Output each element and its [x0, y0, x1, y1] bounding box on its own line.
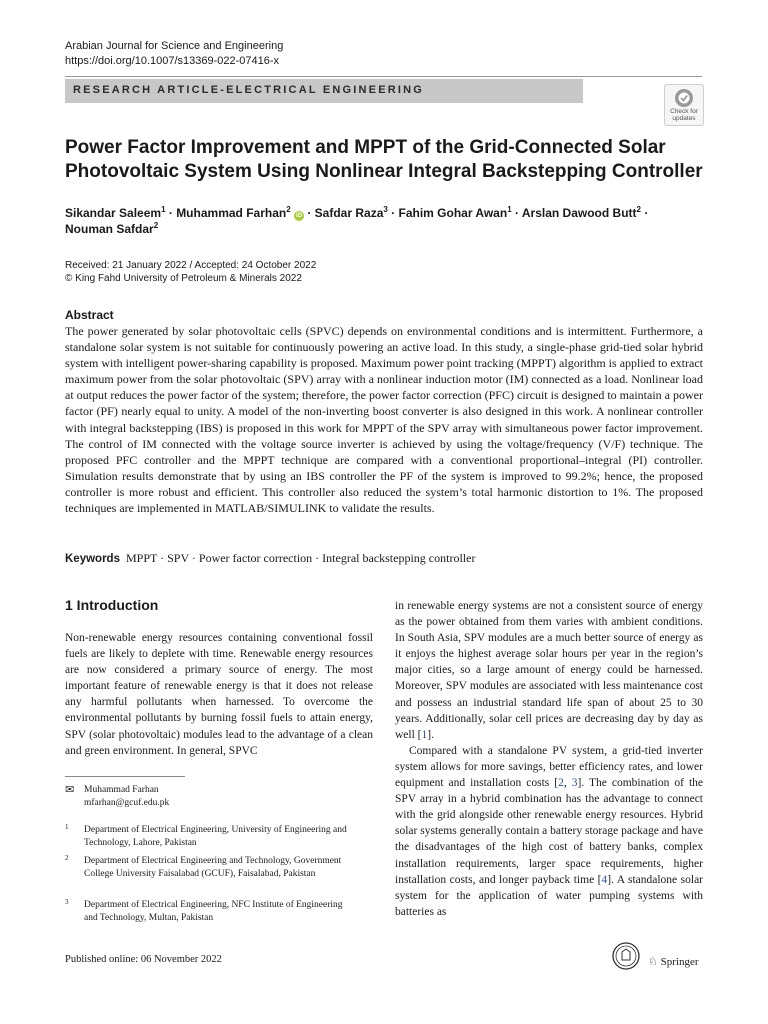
paper-title: Power Factor Improvement and MPPT of the Grid-Connected Solar Photovoltaic System Using Nonlinear Integral Backstepping Controller: [65, 137, 703, 182]
intro-paragraph: Compared with a standalone PV system, a grid-tied inverter system allows for more savings, better efficiency rates, and lower equipment and installation costs [2, 3]. The combination of the SPV array in a hybrid combination has the advantage to connect with the grid alongside other renewable energy resources. Hybrid solar systems generally contain a battery storage package and have the disadvantages of the high cost of battery banks, complex installation requirements, larger space requirements, higher installation costs, and longer payback time [4]. A standalone solar system for the application of water pumping systems with batteries as: [395, 744, 704, 918]
affiliation-number: 3: [65, 898, 69, 906]
author-name[interactable]: Arslan Dawood Butt: [521, 206, 637, 220]
citation-link[interactable]: 2: [558, 777, 564, 790]
intro-paragraph: Non-renewable energy resources containing conventional fossil fuels are likely to deplete with time. Renewable energy resources are now considered a primary source of energy. The most important feature of renewable energy is that it does not release any harmful pollutants when harnessed. To overcome the environmental pollutants by burning fossil fuels to attain energy, SPV (solar photovoltaic) modules lead to the advantage of a clean and green environment. In general, SPVC: [65, 632, 373, 757]
springer-horse-icon: ♘: [648, 956, 658, 968]
section-heading-introduction: 1 Introduction: [65, 597, 159, 613]
keywords-line: [65, 550, 705, 567]
abstract-heading: Abstract: [65, 308, 114, 322]
author-affiliation: 1: [507, 205, 512, 214]
published-online-date: Published online: 06 November 2022: [65, 954, 222, 965]
author-list: Sikandar Saleem$^1$ · Muhammad Farhan$^2$ iD · Safdar Raza$^3$ · Fahim Gohar Awan$^1$ · Arslan Dawood Butt$^2$ · Nouman Safdar$^2$: [65, 205, 649, 236]
abstract-body: The power generated by solar photovoltaic cells (SPVC) depends on environmental conditions and is intermittent. Furthermore, a standalone solar system is not suitable for continuously powering an active load. In this study, a single-phase grid-tied solar hybrid system with intelligent power-sharing capability is proposed. Maximum power point tracking (MPPT) algorithm is applied to extract maximum power from the solar photovoltaic (SPV) array with a nonlinear induction motor (IM) connected as a load. Nonlinear load at output reduces the power factor of the system; therefore, the power factor correction (PFC) circuit is designed to maintain a power factor (PF) nearly equal to unity. A model of the non-inverting boost converter is also designed in this work. A nonlinear controller with integral backstepping (IBS) is proposed in this work for MPPT of the SPV array with simultaneous power factor improvement. The control of IM connected with the voltage source inverter is achieved by using the voltage/frequency (V/F) technique. The proposed PFC controller and the MPPT technique are compared with a conventional proportional–integral (PI) controller. Simulation results demonstrate that by using an IBS controller the PF of the system is improved to 99.2%; hence, the proposed controller is more robust and efficient. This controller also reduced the system’s total harmonic distortion to 1%. The proposed techniques are implemented in MATLAB/SIMULINK to validate the results.: [65, 324, 703, 516]
corresponding-author-name: Muhammad Farhan: [84, 785, 159, 795]
author-affiliation: 3: [383, 205, 388, 214]
check-for-updates-label: Check for updates: [670, 108, 698, 122]
affiliation-text: Department of Electrical Engineering, University of Engineering and Technology, Lahore, Pakistan: [84, 825, 347, 848]
header-divider: [65, 76, 702, 77]
doi-link[interactable]: https://doi.org/10.1007/s13369-022-07416-x: [65, 55, 280, 67]
article-type-label: RESEARCH ARTICLE-ELECTRICAL ENGINEERING: [73, 84, 425, 96]
author-name[interactable]: Fahim Gohar Awan: [398, 206, 508, 220]
affiliation-text: Department of Electrical Engineering, NFC Institute of Engineering and Technology, Multan, Pakistan: [84, 900, 343, 923]
intro-right-column: [395, 598, 703, 920]
citation-link[interactable]: 4: [601, 873, 608, 886]
envelope-icon: ✉: [65, 784, 75, 796]
affiliation-number: 2: [65, 854, 69, 862]
author-affiliation: 2: [153, 221, 159, 230]
intro-paragraph: in renewable energy systems are not a consistent source of energy as the power obtained from them varies with ambient conditions. In South Asia, SPV modules are a much better source of energy as it enjoys the highest average solar hours per year in the region’s major cities, so a large amount of energy could be harnessed. Moreover, SPV modules are associated with less maintenance cost and possess an industrial standard life span of about 25 to 30 years. Additionally, solar cell prices are decreasing day by day as well [1].: [395, 600, 703, 741]
affiliation-number: 1: [65, 823, 69, 831]
author-affiliation: 2: [636, 205, 641, 214]
footnote-divider: [65, 776, 185, 777]
journal-name: Arabian Journal for Science and Engineering: [65, 40, 284, 52]
citation-link[interactable]: 3: [571, 777, 578, 790]
keywords-label: Keywords: [65, 553, 120, 565]
copyright-notice: © King Fahd University of Petroleum & Minerals 2022: [65, 273, 302, 284]
orcid-icon[interactable]: iD: [296, 213, 302, 219]
check-for-updates-badge[interactable]: [664, 84, 704, 126]
author-affiliation: 1: [161, 205, 166, 214]
author-affiliation: 2: [286, 205, 291, 214]
journal-seal-icon: [610, 941, 642, 971]
springer-logo: ♘ Springer: [648, 956, 699, 968]
article-type-bar: [65, 79, 583, 103]
check-for-updates-icon: [674, 88, 694, 108]
received-accepted-dates: Received: 21 January 2022 / Accepted: 24 October 2022: [65, 260, 317, 271]
corresponding-author-email[interactable]: mfarhan@gcuf.edu.pk: [84, 798, 170, 808]
author-name[interactable]: Sikandar Saleem: [65, 206, 162, 220]
keywords-list: MPPT · SPV · Power factor correction · Integral backstepping controller: [125, 551, 476, 565]
citation-link[interactable]: 1: [421, 728, 428, 741]
author-name[interactable]: Safdar Raza: [314, 206, 384, 220]
author-name[interactable]: Muhammad Farhan: [176, 206, 287, 220]
affiliation-text: Department of Electrical Engineering and Technology, Government College University Faisalabad (GCUF), Faisalabad, Pakistan: [84, 856, 342, 879]
author-name[interactable]: Nouman Safdar: [65, 222, 154, 236]
intro-left-column: [65, 630, 373, 759]
